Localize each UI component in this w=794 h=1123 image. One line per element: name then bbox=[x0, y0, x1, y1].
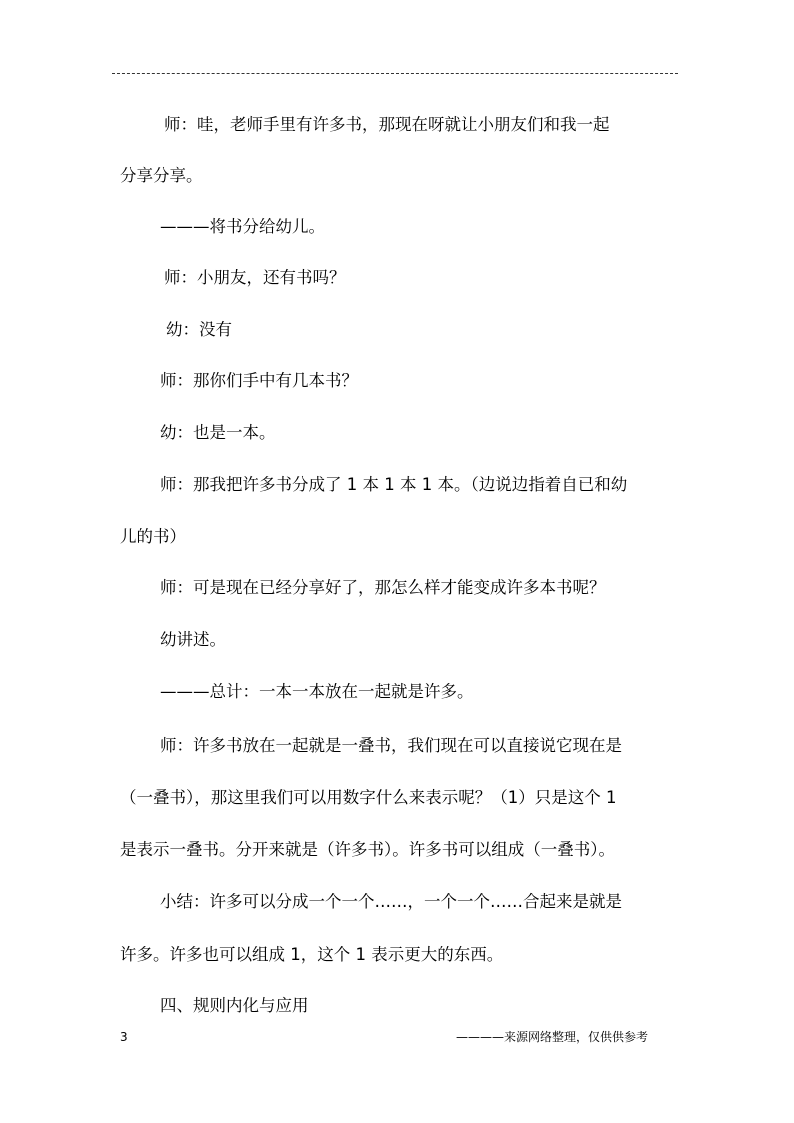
paragraph-line: 是表示一叠书。分开来就是（许多书）。许多书可以组成（一叠书）。 bbox=[120, 840, 615, 859]
paragraph-line: 分享分享。 bbox=[120, 166, 203, 185]
paragraph-line: 师：那你们手中有几本书？ bbox=[160, 371, 358, 390]
paragraph-line: 师：哇，老师手里有许多书，那现在呀就让小朋友们和我一起 bbox=[164, 115, 610, 134]
paragraph-line: 小结：许多可以分成一个一个……，一个一个……合起来是就是 bbox=[160, 892, 622, 911]
paragraph-line: 师：许多书放在一起就是一叠书，我们现在可以直接说它现在是 bbox=[160, 736, 622, 755]
paragraph-line: ———将书分给幼儿。 bbox=[160, 217, 325, 236]
page-number: 3 bbox=[120, 1030, 128, 1044]
paragraph-line: 师：可是现在已经分享好了，那怎么样才能变成许多本书呢？ bbox=[160, 578, 606, 597]
paragraph-line: 幼：也是一本。 bbox=[160, 423, 276, 442]
footer-source-note: ————来源网络整理，仅供供参考 bbox=[456, 1030, 649, 1044]
paragraph-line: 幼讲述。 bbox=[160, 630, 226, 649]
header-dashed-rule bbox=[112, 73, 678, 74]
paragraph-line: 师：小朋友，还有书吗？ bbox=[164, 268, 346, 287]
paragraph-line: ———总计：一本一本放在一起就是许多。 bbox=[160, 682, 474, 701]
paragraph-line: 幼：没有 bbox=[166, 320, 232, 339]
paragraph-line: 儿的书） bbox=[120, 527, 186, 546]
paragraph-line: 许多。许多也可以组成 1，这个 1 表示更大的东西。 bbox=[120, 945, 504, 964]
paragraph-line: 师：那我把许多书分成了 1 本 1 本 1 本。（边说边指着自已和幼 bbox=[160, 475, 628, 494]
paragraph-line: （一叠书），那这里我们可以用数字什么来表示呢？（1）只是这个 1 bbox=[120, 788, 617, 807]
section-heading: 四、规则内化与应用 bbox=[160, 996, 309, 1015]
